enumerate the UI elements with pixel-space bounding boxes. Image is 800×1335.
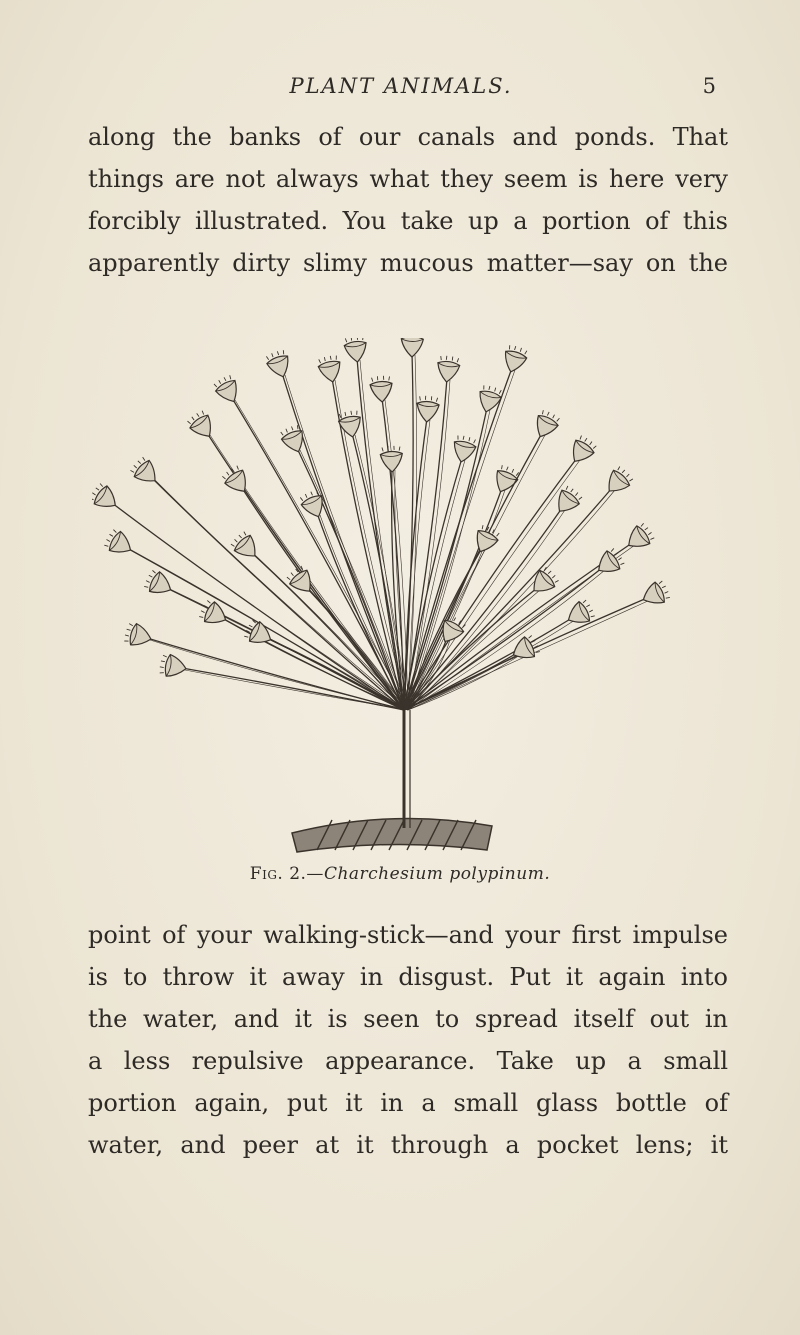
text-line: apparently dirty slimy mucous matter—say on the [88,249,728,277]
zooid-bell [158,653,188,679]
zooid-bell [470,523,501,556]
text-line: point of your walking-stick—and your first impulse [88,921,728,949]
text-line: is to throw it away in disgust. Put it again into [88,963,728,991]
zooid-bell [185,409,218,443]
zooid-body [147,571,175,600]
text-line: water, and peer at it through a pocket lens; it [88,1131,728,1159]
zooid-bell [343,338,368,363]
zooid-body [202,601,230,630]
zooid-bell [401,338,424,357]
text-line: forcibly illustrated. You take up a portion of this [88,207,728,235]
zooid-bell [527,565,561,599]
zooid-bell [622,521,656,554]
figure-species-name: Charchesium polypinum. [323,864,551,884]
zooid-bell [508,633,541,664]
zooid-body [527,569,557,599]
zooid-bell [212,373,244,406]
figure-caption [0,864,800,884]
zooid-body [92,484,121,514]
zooid-bell [530,408,561,441]
zooid-bell [416,395,440,423]
zooid-body [475,389,502,415]
page-number: 5 [702,74,716,98]
zooid-body [639,581,667,610]
zooid-body [128,623,154,650]
zooid-bell [123,621,154,649]
zooid-bell [92,481,122,514]
zooid-bell [102,527,136,559]
zooid-body [530,413,559,441]
zooid-body [601,468,631,498]
zooid-bell [601,464,635,498]
zooid-body [266,354,294,381]
text-line: things are not always what they seem is here very [88,165,728,193]
paragraph-top [88,116,728,284]
zooid-bell [278,423,308,455]
zooid-bell [500,344,529,375]
branch-stalk [112,503,404,710]
zooid-body [214,378,243,407]
colony-engraving [92,338,682,858]
zooid-body [450,439,476,464]
branch-stalk [408,435,545,710]
figure-label: Fig. 2.— [249,864,324,884]
text-line: along the banks of our canals and ponds. That [88,123,728,151]
text-line: portion again, put it in a small glass bottle of [88,1089,728,1117]
zooid-body [622,524,652,554]
branch-stalk [155,480,408,710]
zooid-bell [317,354,344,384]
zooid-body [592,549,621,579]
zooid-bell [475,384,503,415]
branch-stalk [352,433,404,710]
zooid-bell [566,434,599,468]
zooid-body [563,600,592,629]
text-line: a less repulsive appearance. Take up a small [88,1047,728,1075]
zooid-body [107,530,136,559]
zooid-bell [264,349,294,381]
zooid-bell [450,434,477,464]
zooid-body [470,528,499,556]
zooid-body [164,654,188,679]
zooid-body [500,349,527,375]
zooid-bell [551,484,584,518]
figure-illustration [92,338,682,858]
paragraph-bottom [88,914,728,1166]
zooid-bell [639,579,672,610]
zooid-bell [380,445,403,472]
running-head [86,74,716,108]
running-title: PLANT ANIMALS. [289,74,513,98]
zooid-body [318,360,344,385]
zooid-body [188,413,218,442]
zooid-bell [436,355,461,384]
text-line: the water, and it is seen to spread itself out in [88,1005,728,1033]
zooid-bell [563,598,596,630]
zooid-bell [592,546,626,579]
branch-stalk [408,370,515,710]
zooid-bell [369,375,393,402]
zooid-bell [298,488,329,521]
